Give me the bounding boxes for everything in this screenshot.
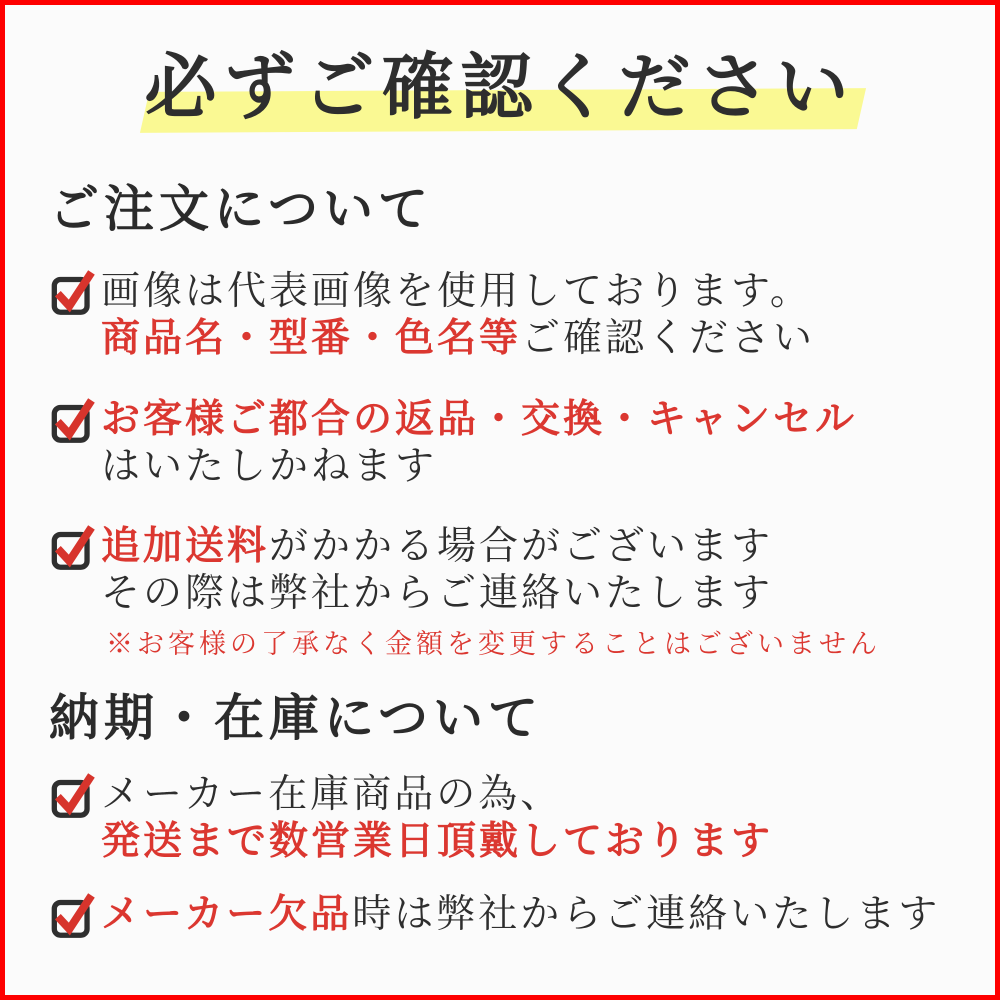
price-change-note: ※お客様の了承なく金額を変更することはございません xyxy=(106,629,881,659)
checked-checkbox-icon xyxy=(49,888,95,940)
text-segment: 時は弊社からご連絡いたします xyxy=(352,893,941,936)
section-heading-delivery-stock: 納期・在庫について xyxy=(49,690,543,746)
title-banner xyxy=(5,38,995,138)
checked-checkbox-icon xyxy=(49,768,95,820)
item-text xyxy=(101,268,815,362)
checked-checkbox-icon xyxy=(49,520,95,572)
text-segment: 画像は代表画像を使用しております。 xyxy=(101,270,812,313)
item-line xyxy=(101,523,881,570)
text-segment-emphasis: お客様ご都合の返品・交換・キャンセル xyxy=(101,398,858,441)
checklist-item-representative-image xyxy=(49,268,959,362)
text-segment-emphasis: 商品名・型番・色名等 xyxy=(101,317,522,360)
checklist-item-extra-shipping xyxy=(49,523,959,661)
text-segment: メーカー在庫商品の為、 xyxy=(101,773,563,816)
notice-content xyxy=(5,178,995,940)
item-line xyxy=(101,443,857,490)
page-title: 必ずご確認ください xyxy=(144,48,856,128)
checked-checkbox-icon xyxy=(49,393,95,445)
text-segment-emphasis: 追加送料 xyxy=(101,525,270,568)
item-line xyxy=(101,771,773,818)
checklist-item-no-returns xyxy=(49,396,959,490)
text-segment: がかかる場合がございます xyxy=(269,525,774,568)
section-heading-orders: ご注文について xyxy=(49,181,433,237)
item-text xyxy=(101,396,857,490)
checklist-item-maker-out-of-stock xyxy=(49,891,959,940)
text-segment: ご確認ください xyxy=(521,317,816,360)
item-line xyxy=(101,315,815,362)
text-segment: はいたしかねます xyxy=(101,445,438,488)
checklist-item-maker-stock xyxy=(49,771,959,865)
item-line xyxy=(101,396,857,443)
item-line xyxy=(101,891,940,938)
text-segment: その際は弊社からご連絡いたします xyxy=(101,572,774,615)
notice-page xyxy=(5,38,995,940)
item-text xyxy=(101,771,773,865)
item-line xyxy=(101,268,815,315)
item-text xyxy=(101,891,940,938)
text-segment-emphasis: 発送まで数営業日頂戴しております xyxy=(101,820,774,863)
text-segment-emphasis: メーカー欠品 xyxy=(101,893,353,936)
item-text xyxy=(101,523,881,661)
checked-checkbox-icon xyxy=(49,265,95,317)
item-line xyxy=(101,570,881,617)
item-line xyxy=(101,818,773,865)
